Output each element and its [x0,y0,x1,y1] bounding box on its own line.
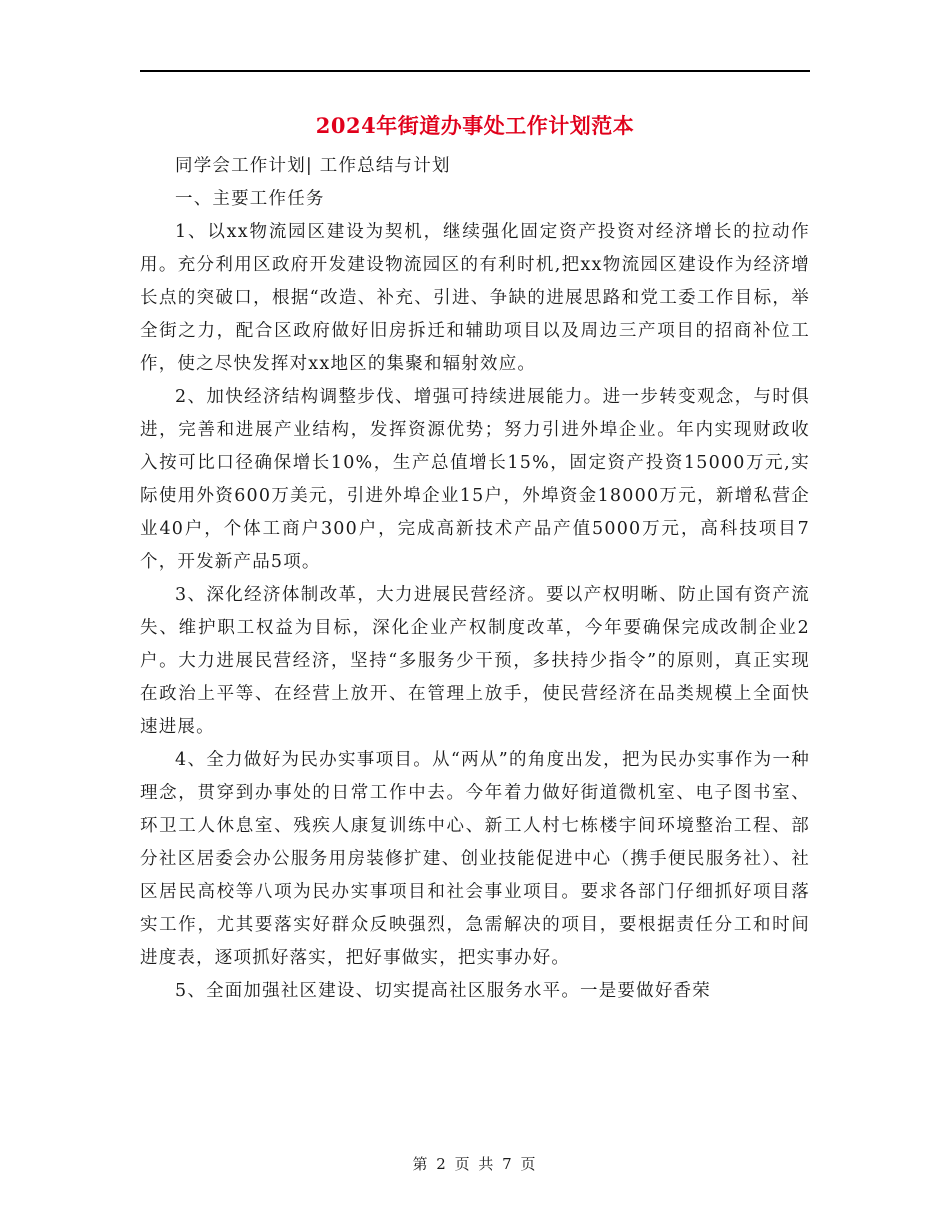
paragraph-item-5: 5、全面加强社区建设、切实提高社区服务水平。一是要做好香荣 [175,981,711,1001]
page-number: 第 2 页 共 7 页 [412,1155,538,1173]
paragraph-item-3: 3、深化经济体制改革，大力进展民营经济。要以产权明晰、防止国有资产流失、维护职工权益为目标，深化企业产权制度改革，今年要确保完成改制企业2户。大力进展民营经济，坚持“多服务少干预，多扶持少指令”的原则，真正实现在政治上平等、在经营上放开、在管理上放手，使民营经济在品类规模上全面快速进展。 [140,585,810,737]
document-body [140,150,810,1008]
header-rule [140,70,810,72]
paragraph-section-heading: 一、主要工作任务 [175,189,325,209]
paragraph-item-1: 1、以xx物流园区建设为契机，继续强化固定资产投资对经济增长的拉动作用。充分利用区政府开发建设物流园区的有利时机,把xx物流园区建设作为经济增长点的突破口，根据“改造、补充、引进、争缺的进展思路和党工委工作目标，举全街之力，配合区政府做好旧房拆迁和辅助项目以及周边三产项目的招商补位工作，使之尽快发挥对xx地区的集聚和辐射效应。 [140,222,810,374]
paragraph-subtitle: 同学会工作计划| 工作总结与计划 [175,156,451,176]
paragraph-item-4: 4、全力做好为民办实事项目。从“两从”的角度出发，把为民办实事作为一种理念，贯穿到办事处的日常工作中去。今年着力做好街道微机室、电子图书室、环卫工人休息室、残疾人康复训练中心、新工人村七栋楼宇间环境整治工程、部分社区居委会办公服务用房装修扩建、创业技能促进中心（携手便民服务社）、社区居民高校等八项为民办实事项目和社会事业项目。要求各部门仔细抓好项目落实工作，尤其要落实好群众反映强烈，急需解决的项目，要根据责任分工和时间进度表，逐项抓好落实，把好事做实，把实事办好。 [140,750,810,968]
paragraph-item-2: 2、加快经济结构调整步伐、增强可持续进展能力。进一步转变观念，与时俱进，完善和进展产业结构，发挥资源优势；努力引进外埠企业。年内实现财政收入按可比口径确保增长10%，生产总值增长15%，固定资产投资15000万元,实际使用外资600万美元，引进外埠企业15户，外埠资金18000万元，新增私营企业40户，个体工商户300户，完成高新技术产品产值5000万元，高科技项目7个，开发新产品5项。 [140,387,810,572]
document-title: 2024年街道办事处工作计划范本 [315,113,635,138]
